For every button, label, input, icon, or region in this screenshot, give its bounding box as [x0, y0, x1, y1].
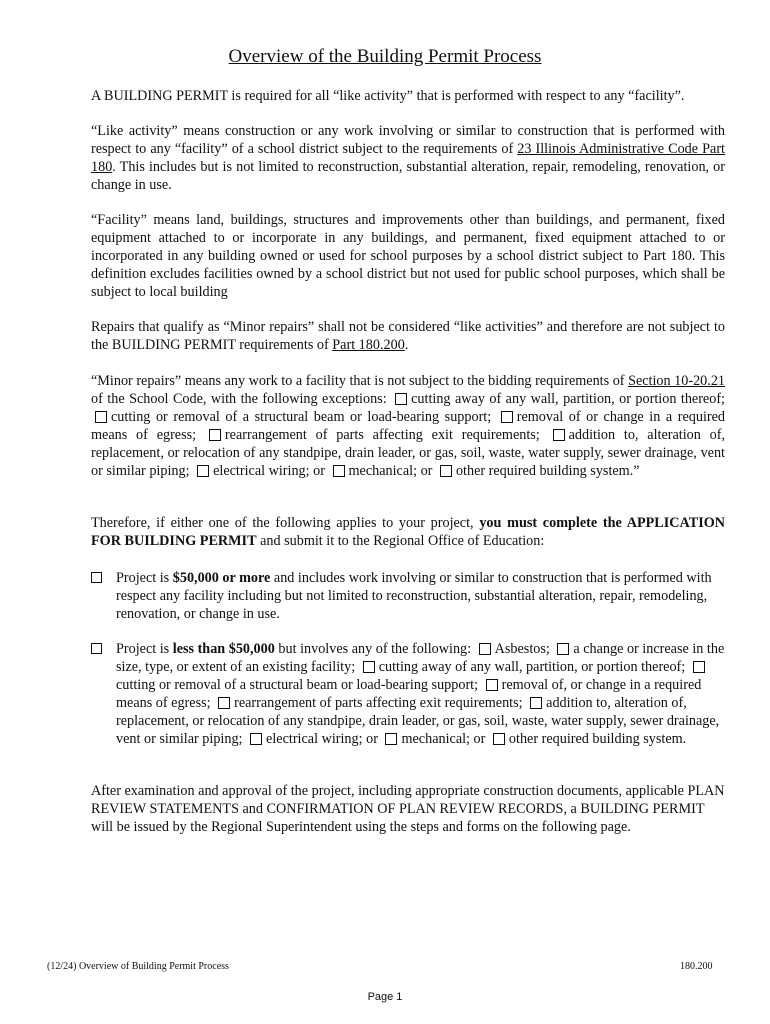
option-under-50000-text — [116, 640, 725, 748]
page-number: Page 1 — [367, 991, 403, 1003]
under-checkbox-9[interactable] — [385, 733, 397, 745]
exception-label-3: removal of or change in a required means of egress; — [91, 409, 725, 443]
under-label-8: electrical wiring; or — [266, 731, 378, 747]
under-checkbox-3[interactable] — [363, 661, 375, 673]
therefore-text-2: and submit it to the Regional Office of Education: — [256, 533, 545, 549]
under-checkbox-2[interactable] — [557, 643, 569, 655]
minor-repairs-paragraph — [91, 372, 725, 480]
footer-document-id: (12/24) Overview of Building Permit Process — [47, 961, 229, 972]
under-checkbox-4[interactable] — [693, 661, 705, 673]
repairs-paragraph — [91, 318, 725, 354]
under-label-9: mechanical; or — [401, 731, 486, 747]
exception-checkbox-3[interactable] — [501, 411, 513, 423]
minor-repairs-text-2: of the School Code, with the following exceptions: — [91, 391, 387, 407]
under-label-5: removal of, or change in a required means of egress; — [116, 677, 702, 711]
option-over-text-2: and includes work involving or similar to construction that is performed with respect any facility including but not limited to reconstruction, substantial alteration, repair, remodeling, renovation, or change in use. — [116, 570, 712, 622]
approval-paragraph: After examination and approval of the project, including appropriate construction documents, applicable PLAN REVIEW STATEMENTS and CONFIRMATION OF PLAN REVIEW RECORDS, a BUILDING PERMIT will be issued by the Regional Superintendent using the steps and forms on the following page. — [91, 783, 725, 835]
repairs-text-2: . — [404, 337, 409, 353]
exception-checkbox-6[interactable] — [197, 465, 209, 477]
exception-label-7: mechanical; or — [348, 463, 433, 479]
exception-label-8: other required building system.” — [455, 463, 640, 479]
exception-checkbox-8[interactable] — [440, 465, 452, 477]
exception-label-1: cutting away of any wall, partition, or portion thereof; — [411, 391, 725, 407]
exception-checkbox-1[interactable] — [395, 393, 407, 405]
intro-paragraph: A BUILDING PERMIT is required for all “like activity” that is performed with respect to any “facility”. — [91, 88, 685, 104]
admin-code-link[interactable]: 23 Illinois Administrative Code Part 180 — [91, 141, 725, 175]
therefore-paragraph — [91, 514, 725, 550]
exception-checkbox-4[interactable] — [209, 429, 221, 441]
under-checkbox-6[interactable] — [218, 697, 230, 709]
page-title: Overview of the Building Permit Process — [228, 46, 542, 67]
facility-paragraph: “Facility” means land, buildings, structures and improvements other than buildings, and permanent, fixed equipment attached to or incorporate in any buildings, and permanent, fixed equipment attached to or incorporated in any building owned or used for school purposes by a school district subject to Part 180. This definition excludes facilities owned by a school district but not used for public school purposes, which shall be subject to local building — [91, 212, 725, 300]
under-label-4: cutting or removal of a structural beam or load-bearing support; — [116, 677, 479, 693]
like-activity-text-1: “Like activity” means construction or any work involving or similar to construction that is performed with respect to any “facility” of a school district subject to the requirements of — [91, 123, 725, 157]
under-label-2: a change or increase in the size, type, or extent of an existing facility; — [116, 641, 725, 675]
like-activity-text-2: . This includes but is not limited to reconstruction, substantial alteration, repair, remodeling, renovation, or change in use. — [91, 159, 725, 193]
part-link[interactable]: Part 180.200 — [332, 337, 405, 353]
exception-checkbox-7[interactable] — [333, 465, 345, 477]
exception-checkbox-2[interactable] — [95, 411, 107, 423]
under-label-6: rearrangement of parts affecting exit requirements; — [234, 695, 523, 711]
option-under-50000-checkbox[interactable] — [91, 643, 102, 654]
minor-repairs-text-1: “Minor repairs” means any work to a facility that is not subject to the bidding requirements of — [91, 373, 629, 389]
therefore-bold: you must complete the APPLICATION FOR BUILDING PERMIT — [91, 515, 725, 549]
under-checkbox-5[interactable] — [486, 679, 498, 691]
under-checkbox-10[interactable] — [493, 733, 505, 745]
under-label-1: Asbestos; — [494, 641, 550, 657]
under-checkbox-7[interactable] — [530, 697, 542, 709]
exception-label-6: electrical wiring; or — [213, 463, 325, 479]
under-label-10: other required building system. — [508, 731, 687, 747]
exception-label-5: addition to, alteration of, replacement, or relocation of any standpipe, drain leader, or gas, soil, waste, water supply, sewer drainage, vent or similar piping; — [91, 427, 726, 479]
exception-checkbox-5[interactable] — [553, 429, 565, 441]
exception-label-4: rearrangement of parts affecting exit requirements; — [224, 427, 540, 443]
option-over-50000-checkbox[interactable] — [91, 572, 102, 583]
option-over-bold: $50,000 or more — [172, 570, 271, 586]
option-under-bold: less than $50,000 — [172, 641, 275, 657]
under-label-3: cutting away of any wall, partition, or portion thereof; — [378, 659, 686, 675]
under-checkbox-1[interactable] — [479, 643, 491, 655]
like-activity-paragraph — [91, 122, 725, 194]
repairs-text-1: Repairs that qualify as “Minor repairs” shall not be considered “like activities” and therefore are not subject to the BUILDING PERMIT requirements of — [91, 319, 725, 353]
exception-label-2: cutting or removal of a structural beam or load-bearing support; — [111, 409, 492, 425]
under-checkbox-8[interactable] — [250, 733, 262, 745]
option-under-50000 — [91, 640, 725, 748]
footer-section-number: 180.200 — [680, 961, 713, 972]
section-link[interactable]: Section 10-20.21 — [628, 373, 726, 389]
under-label-7: addition to, alteration of, replacement, or relocation of any standpipe, drain leader, or gas, soil, waste, water supply, sewer drainage, vent or similar piping; — [116, 695, 720, 747]
option-over-50000-text — [116, 569, 725, 623]
option-under-text-2: but involves any of the following: — [274, 641, 472, 657]
option-under-text-1: Project is — [116, 641, 173, 657]
option-over-50000 — [91, 569, 725, 623]
therefore-text-1: Therefore, if either one of the following applies to your project, — [91, 515, 480, 531]
option-over-text-1: Project is — [116, 570, 173, 586]
